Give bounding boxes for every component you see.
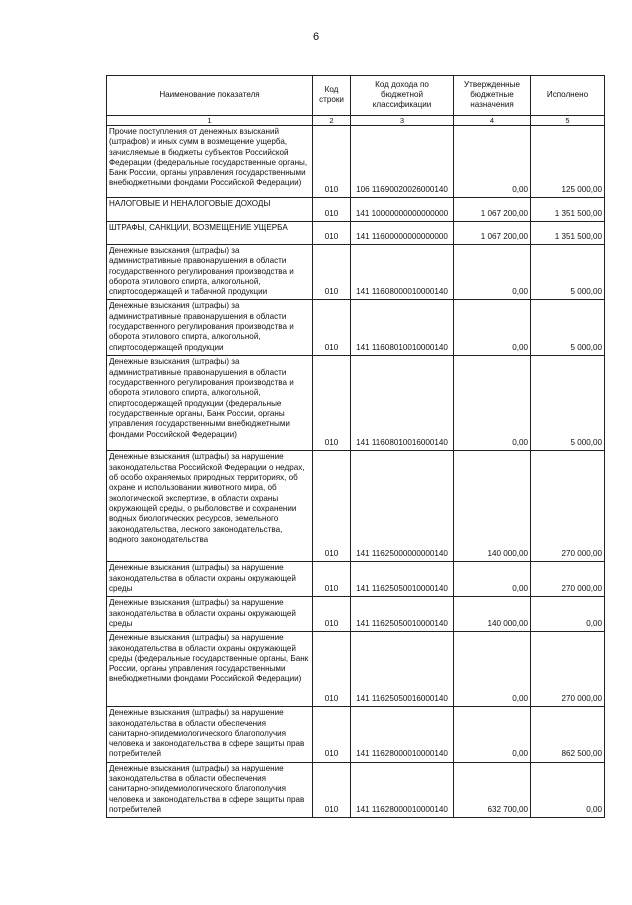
indicator-name: Денежные взыскания (штрафы) за нарушение законодательства в области обеспечения санитарно-эпидемиологического благополучия человека и законодательства в сфере защиты прав потребителей: [107, 707, 313, 762]
column-number: 4: [454, 116, 531, 126]
line-code: 010: [313, 245, 351, 300]
budget-classification-code: 106 11690020026000140: [351, 126, 454, 198]
table-row: [107, 562, 605, 597]
approved-amount: 140 000,00: [454, 451, 531, 562]
header-kbk: Код дохода по бюджетной классификации: [351, 76, 454, 116]
table-row: [107, 597, 605, 632]
column-number: 1: [107, 116, 313, 126]
header-code: Код строки: [313, 76, 351, 116]
table-row: [107, 762, 605, 817]
header-approved: Утвержденные бюджетные назначения: [454, 76, 531, 116]
table-row: [107, 222, 605, 245]
indicator-name: ШТРАФЫ, САНКЦИИ, ВОЗМЕЩЕНИЕ УЩЕРБА: [107, 222, 313, 245]
line-code: 010: [313, 762, 351, 817]
budget-classification-code: 141 11628000010000140: [351, 707, 454, 762]
table-body: [107, 126, 605, 818]
approved-amount: 0,00: [454, 632, 531, 707]
table-row: [107, 632, 605, 707]
budget-classification-code: 141 11625050010000140: [351, 562, 454, 597]
table-header: [107, 76, 605, 126]
budget-classification-code: 141 11608010016000140: [351, 356, 454, 451]
executed-amount: 5 000,00: [531, 245, 605, 300]
executed-amount: 862 500,00: [531, 707, 605, 762]
approved-amount: 632 700,00: [454, 762, 531, 817]
indicator-name: Денежные взыскания (штрафы) за административные правонарушения в области государственного регулирования производства и оборота этилового спирта, алкогольной, спиртосодержащей продукции (федеральные государственные органы, Банк России, органы управления государственными внебюджетными фондами Российской Федерации): [107, 356, 313, 451]
line-code: 010: [313, 126, 351, 198]
executed-amount: 5 000,00: [531, 300, 605, 356]
page-number: 6: [312, 31, 320, 43]
budget-classification-code: 141 11625050010000140: [351, 597, 454, 632]
column-number: 5: [531, 116, 605, 126]
budget-classification-code: 141 11600000000000000: [351, 222, 454, 245]
table-row: [107, 126, 605, 198]
approved-amount: 140 000,00: [454, 597, 531, 632]
line-code: 010: [313, 562, 351, 597]
table-row: [107, 451, 605, 562]
indicator-name: Прочие поступления от денежных взысканий (штрафов) и иных сумм в возмещение ущерба, зачисляемые в бюджеты субъектов Российской Федерации (федеральные государственные органы, Банк России, органы управления государственными внебюджетными фондами Российской Федерации): [107, 126, 313, 198]
budget-classification-code: 141 11608000010000140: [351, 245, 454, 300]
budget-classification-code: 141 11625000000000140: [351, 451, 454, 562]
executed-amount: 1 351 500,00: [531, 198, 605, 222]
budget-classification-code: 141 10000000000000000: [351, 198, 454, 222]
column-number: 2: [313, 116, 351, 126]
indicator-name: Денежные взыскания (штрафы) за административные правонарушения в области государственного регулирования производства и оборота этилового спирта, алкогольной, спиртосодержащей продукции: [107, 300, 313, 356]
line-code: 010: [313, 356, 351, 451]
indicator-name: Денежные взыскания (штрафы) за нарушение законодательства в области обеспечения санитарно-эпидемиологического благополучия человека и законодательства в сфере защиты прав потребителей: [107, 762, 313, 817]
budget-classification-code: 141 11608010010000140: [351, 300, 454, 356]
budget-classification-code: 141 11625050016000140: [351, 632, 454, 707]
approved-amount: 0,00: [454, 562, 531, 597]
approved-amount: 1 067 200,00: [454, 198, 531, 222]
line-code: 010: [313, 597, 351, 632]
header-name: Наименование показателя: [107, 76, 313, 116]
approved-amount: 0,00: [454, 707, 531, 762]
table-row: [107, 356, 605, 451]
indicator-name: НАЛОГОВЫЕ И НЕНАЛОГОВЫЕ ДОХОДЫ: [107, 198, 313, 222]
indicator-name: Денежные взыскания (штрафы) за нарушение законодательства в области охраны окружающей среды (федеральные государственные органы, Банк России, органы управления государственными внебюджетными фондами Российской Федерации): [107, 632, 313, 707]
executed-amount: 125 000,00: [531, 126, 605, 198]
executed-amount: 270 000,00: [531, 562, 605, 597]
indicator-name: Денежные взыскания (штрафы) за административные правонарушения в области государственного регулирования производства и оборота этилового спирта, алкогольной, спиртосодержащей и табачной продукции: [107, 245, 313, 300]
executed-amount: 0,00: [531, 762, 605, 817]
indicator-name: Денежные взыскания (штрафы) за нарушение законодательства Российской Федерации о недрах, об особо охраняемых природных территориях, об охране и использовании животного мира, об экологической экспертизе, в области охраны окружающей среды, о рыболовстве и сохранении водных биологических ресурсов, земельного законодательства, лесного законодательства, водного законодательства: [107, 451, 313, 562]
indicator-name: Денежные взыскания (штрафы) за нарушение законодательства в области охраны окружающей среды: [107, 562, 313, 597]
table-row: [107, 245, 605, 300]
line-code: 010: [313, 451, 351, 562]
executed-amount: 0,00: [531, 597, 605, 632]
budget-execution-table: [106, 75, 605, 818]
table-row: [107, 198, 605, 222]
executed-amount: 5 000,00: [531, 356, 605, 451]
table-row: [107, 300, 605, 356]
column-number: 3: [351, 116, 454, 126]
line-code: 010: [313, 198, 351, 222]
indicator-name: Денежные взыскания (штрафы) за нарушение законодательства в области охраны окружающей среды: [107, 597, 313, 632]
approved-amount: 0,00: [454, 126, 531, 198]
budget-classification-code: 141 11628000010000140: [351, 762, 454, 817]
header-executed: Исполнено: [531, 76, 605, 116]
approved-amount: 0,00: [454, 356, 531, 451]
approved-amount: 0,00: [454, 245, 531, 300]
executed-amount: 1 351 500,00: [531, 222, 605, 245]
approved-amount: 1 067 200,00: [454, 222, 531, 245]
executed-amount: 270 000,00: [531, 632, 605, 707]
table-row: [107, 707, 605, 762]
line-code: 010: [313, 222, 351, 245]
approved-amount: 0,00: [454, 300, 531, 356]
line-code: 010: [313, 300, 351, 356]
line-code: 010: [313, 632, 351, 707]
line-code: 010: [313, 707, 351, 762]
executed-amount: 270 000,00: [531, 451, 605, 562]
